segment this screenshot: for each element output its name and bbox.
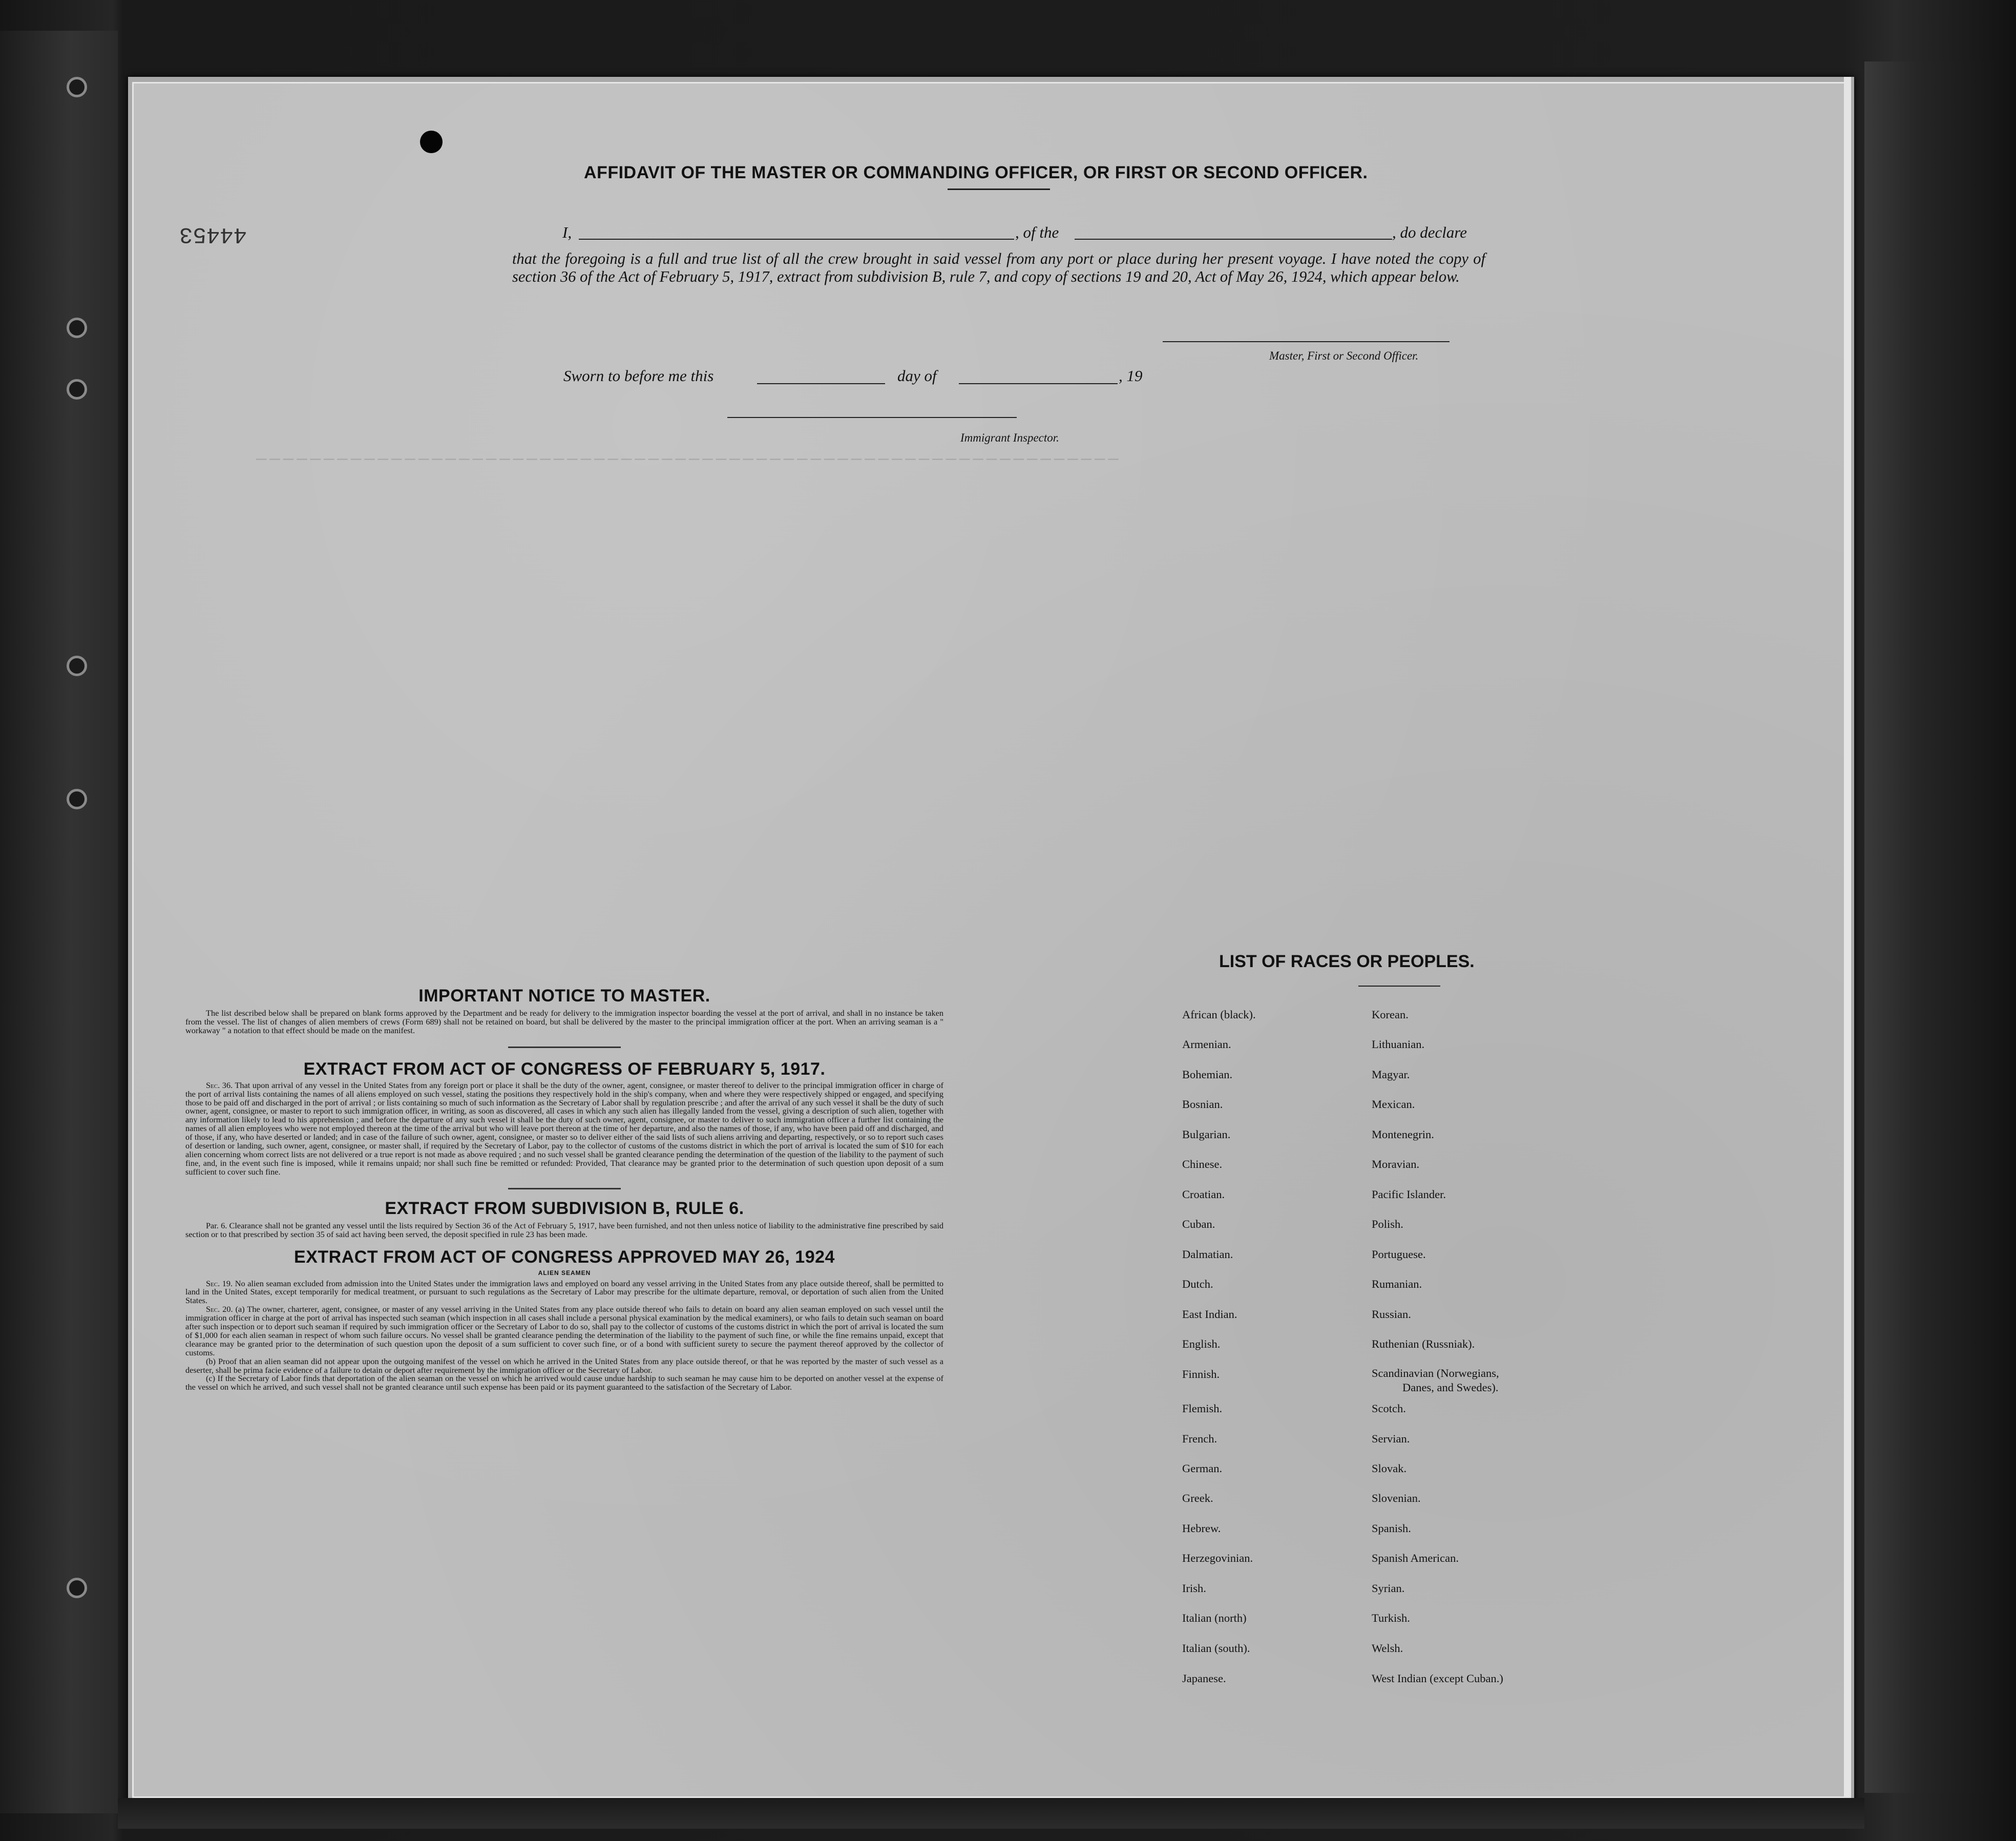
- sworn-prefix: Sworn to before me this: [563, 367, 714, 385]
- declaration-of-the: , of the: [1015, 223, 1059, 241]
- race-left: Japanese.: [1182, 1672, 1226, 1685]
- race-left: African (black).: [1182, 1008, 1256, 1021]
- race-left: Dalmatian.: [1182, 1248, 1233, 1261]
- section-20c: (c) If the Secretary of Labor finds that deportation of the alien seaman on the vessel on which he arrived would cause undue hardship to such seaman he may cause him to be deported on another vessel at the expense of the vessel on which he arrived, and such vessel shall not be granted clearance until such expense has been paid or its payment guaranteed to the satisfaction of the Secretary of Labor.: [185, 1373, 943, 1392]
- race-left: Bosnian.: [1182, 1098, 1223, 1111]
- section-20-label: Sec. 20.: [206, 1304, 233, 1314]
- declaration-i: I,: [562, 223, 572, 241]
- page-edge: [1844, 77, 1851, 1808]
- binding-hole-icon: [67, 379, 87, 400]
- rule6-title: EXTRACT FROM SUBDIVISION B, RULE 6.: [385, 1198, 744, 1218]
- race-right: Moravian.: [1372, 1158, 1420, 1170]
- scan-bottom-edge: [118, 1798, 1864, 1829]
- extract-1924-subtitle: ALIEN SEAMEN: [538, 1269, 591, 1277]
- section-19-text: No alien seaman excluded from admission into the United States under the immigration laws and employed on board any vessel arriving in the United States from any place outside thereof, shall be permitted to land in the United States, except temporarily for medical treatment, or pursuant to such regulations as the Secretary of Labor may prescribe for the ultimate departure, removal, or deportation of such alien from the United States.: [185, 1278, 944, 1306]
- binding-strip-right: [1864, 61, 1998, 1793]
- notice-title: IMPORTANT NOTICE TO MASTER.: [418, 986, 710, 1006]
- section-rule: [508, 1188, 621, 1189]
- race-left: Italian (north): [1182, 1612, 1247, 1624]
- section-20a-text: (a) The owner, charterer, agent, consignee, or master of any vessel arriving in the United States from any place outside thereof who fails to detain on board any alien seaman employed on such vessel until the immigration officer in charge at the port of arrival has inspected such seaman (which inspection in all cases shall include a personal physical examination by the medical examiners), or who fails to detain such seaman on board after such inspection or to deport such seaman if required by such immigration officer or the Secretary of Labor to do so, shall pay to the collector of customs of the customs district in which the port of arrival is located the sum of $1,000 for each alien seaman in respect of whom such failure occurs. No vessel shall be granted clearance pending the determination of the liability to the payment of such fine, or while the fine remains unpaid, except that clearance may be granted prior to the determination of such question upon the deposit of a sum sufficient to cover such fine, or of a bond with sufficient surety to secure the payment thereof approved by the collector of customs.: [185, 1304, 943, 1357]
- sworn-year: , 19: [1119, 367, 1143, 385]
- notice-column: [185, 986, 943, 1392]
- document-page: [132, 82, 1845, 1798]
- races-title-rule: [1358, 986, 1440, 987]
- race-right: Slovenian.: [1372, 1492, 1421, 1504]
- title-rule: [948, 189, 1050, 190]
- signature-label: Master, First or Second Officer.: [1269, 349, 1419, 362]
- race-right: Ruthenian (Russniak).: [1372, 1337, 1475, 1350]
- race-right: West Indian (except Cuban.): [1372, 1672, 1503, 1685]
- race-left: Greek.: [1182, 1492, 1213, 1504]
- signature-blank[interactable]: [1163, 341, 1450, 342]
- race-right: Welsh.: [1372, 1642, 1403, 1655]
- race-left: Italian (south).: [1182, 1642, 1250, 1655]
- declaration-do-declare: , do declare: [1392, 223, 1467, 241]
- race-right: Scandinavian (Norwegians,: [1372, 1367, 1499, 1379]
- race-right: Montenegrin.: [1372, 1128, 1434, 1141]
- race-right: Pacific Islander.: [1372, 1188, 1446, 1201]
- race-left: English.: [1182, 1337, 1221, 1350]
- sworn-month-blank[interactable]: [959, 383, 1118, 384]
- rule6-text: Par. 6. Clearance shall not be granted any vessel until the lists required by Section 36 of the Act of February 5, 1917, have been furnished, and not then unless notice of liability to the administrative fine prescribed by said section or to that prescribed by section 35 of said act having been served, the deposit specified in rule 23 has been made.: [185, 1220, 943, 1239]
- binding-hole-icon: [67, 1578, 87, 1598]
- race-left: Flemish.: [1182, 1402, 1223, 1415]
- race-right: Turkish.: [1372, 1612, 1410, 1624]
- affidavit-title: AFFIDAVIT OF THE MASTER OR COMMANDING OFFICER, OR FIRST OR SECOND OFFICER.: [584, 163, 1368, 182]
- section-36-text: That upon arrival of any vessel in the United States from any foreign port or place it shall be the duty of the owner, agent, consignee, or master thereof to deliver to the principal immigration officer in charge of the port of arrival lists containing the names of all aliens employed on such vessel, stating the positions they respectively hold in the ship's company, when and where they were respectively shipped or engaged, and specifying those to be paid off and discharged in the port of arrival ; or lists containing so much of such information as the Secretary of Labor shall by regulation prescribe ; and after the arrival of any such vessel it shall be the duty of such owner, agent, consignee, or master to report to such immigration officer, in writing, as soon as discovered, all cases in which any such alien has illegally landed from the vessel, giving a description of such alien, together with any information likely to lead to his apprehension ; and before the departure of any such vessel it shall be the duty of such owner, agent, consignee, or master to deliver to such immigration officer a further list containing the names of all alien employees who were not employed thereon at the time of the arrival but who will leave port thereon at the time of her departure, and also the names of those, if any, who have been paid off and discharged, and of those, if any, who have deserted or landed; and in case of the failure of such owner, agent, consignee, or master so to deliver either of the said lists of such aliens arriving and departing, respectively, or so to report such cases of desertion or landing, such owner, agent, consignee, or master shall, if required by the Secretary of Labor, pay to the collector of customs of the customs district in which the port of arrival is located the sum of $10 for each alien concerning whom correct lists are not delivered or a true report is not made as above required ; and no such vessel shall be granted clearance pending the determination of the question of the liability to the payment of such fine, and, in the event such fine is imposed, while it remains unpaid; nor shall such fine be remitted or refunded: Provided, That clearance may be granted prior to the determination of such question upon deposit of a sum sufficient to cover such fine.: [185, 1080, 943, 1177]
- punch-hole-icon: [420, 131, 443, 153]
- extract-1917-body: [185, 1081, 943, 1177]
- race-right: Syrian.: [1372, 1582, 1405, 1595]
- race-right: Slovak.: [1372, 1462, 1407, 1475]
- race-right: Russian.: [1372, 1308, 1411, 1321]
- section-19: [185, 1280, 943, 1306]
- race-left: French.: [1182, 1432, 1217, 1445]
- section-20a: [185, 1305, 943, 1357]
- races-title: LIST OF RACES OR PEOPLES.: [1219, 952, 1475, 971]
- race-left: Armenian.: [1182, 1038, 1231, 1051]
- race-left: Hebrew.: [1182, 1522, 1221, 1535]
- sworn-day-blank[interactable]: [757, 383, 885, 384]
- race-left: Dutch.: [1182, 1278, 1213, 1290]
- extract-1924-title: EXTRACT FROM ACT OF CONGRESS APPROVED MAY 26, 1924: [294, 1247, 835, 1267]
- inspector-blank[interactable]: [727, 417, 1017, 418]
- binding-strip-left: [0, 31, 118, 1813]
- race-left: Bohemian.: [1182, 1068, 1233, 1081]
- section-20b: (b) Proof that an alien seaman did not appear upon the outgoing manifest of the vessel on which he arrived in the United States from any place outside thereof, or that he was reported by the master of such vessel as a deserter, shall be prima facie evidence of a failure to detain or deport after requirement by the immigration officer or the Secretary of Labor.: [185, 1356, 943, 1375]
- race-left: Croatian.: [1182, 1188, 1225, 1201]
- sworn-day-of: day of: [897, 367, 937, 385]
- race-left: Cuban.: [1182, 1218, 1215, 1230]
- race-right: Mexican.: [1372, 1098, 1415, 1111]
- race-right: Magyar.: [1372, 1068, 1410, 1081]
- declaration-text: that the foregoing is a full and true list of all the crew brought in said vessel from any port or place during her present voyage. I have noted the copy of section 36 of the Act of February 5, 1917, extract from subdivision B, rule 7, and copy of sections 19 and 20, Act of May 26, 1924, which appear below.: [512, 250, 1485, 285]
- show-through-heading: [359, 149, 365, 176]
- race-left: Herzegovinian.: [1182, 1552, 1253, 1564]
- section-36-label: Sec. 36.: [206, 1080, 233, 1090]
- race-left: East Indian.: [1182, 1308, 1237, 1321]
- extract-1917-title: EXTRACT FROM ACT OF CONGRESS OF FEBRUARY 5, 1917.: [303, 1059, 826, 1079]
- section-rule: [508, 1047, 621, 1048]
- race-right: Danes, and Swedes).: [1402, 1381, 1499, 1394]
- race-right: Lithuanian.: [1372, 1038, 1425, 1051]
- race-left: Bulgarian.: [1182, 1128, 1231, 1141]
- race-left: Finnish.: [1182, 1368, 1220, 1380]
- race-right: Portuguese.: [1372, 1248, 1426, 1261]
- race-right: Spanish.: [1372, 1522, 1411, 1535]
- binding-hole-icon: [67, 318, 87, 338]
- section-19-label: Sec. 19.: [206, 1278, 233, 1288]
- race-right: Servian.: [1372, 1432, 1410, 1445]
- race-right: Rumanian.: [1372, 1278, 1422, 1290]
- race-left: Chinese.: [1182, 1158, 1223, 1170]
- vessel-blank[interactable]: [1075, 239, 1392, 240]
- race-right: Polish.: [1372, 1218, 1403, 1230]
- inspector-label: Immigrant Inspector.: [960, 431, 1059, 444]
- binding-hole-icon: [67, 77, 87, 97]
- notice-text: The list described below shall be prepared on blank forms approved by the Department and be ready for delivery to the immigration inspector boarding the vessel at the port of arrival, and shall in no instance be taken from the vessel. The list of changes of alien members of crews (Form 689) shall not be retained on board, but shall be delivered by the master to the principal immigration officer at the port. When an arriving seaman is a " workaway " a notation to that effect should be made on the manifest.: [185, 1008, 943, 1035]
- name-blank[interactable]: [579, 239, 1014, 240]
- race-right: Korean.: [1372, 1008, 1409, 1021]
- show-through-rows: ────────────────────────────────────────────────────────────────: [256, 451, 1122, 470]
- race-left: German.: [1182, 1462, 1223, 1475]
- binding-hole-icon: [67, 789, 87, 809]
- binding-hole-icon: [67, 656, 87, 676]
- race-right: Scotch.: [1372, 1402, 1406, 1415]
- race-left: Irish.: [1182, 1582, 1206, 1595]
- race-right: Spanish American.: [1372, 1552, 1459, 1564]
- margin-note: 44453: [179, 221, 247, 247]
